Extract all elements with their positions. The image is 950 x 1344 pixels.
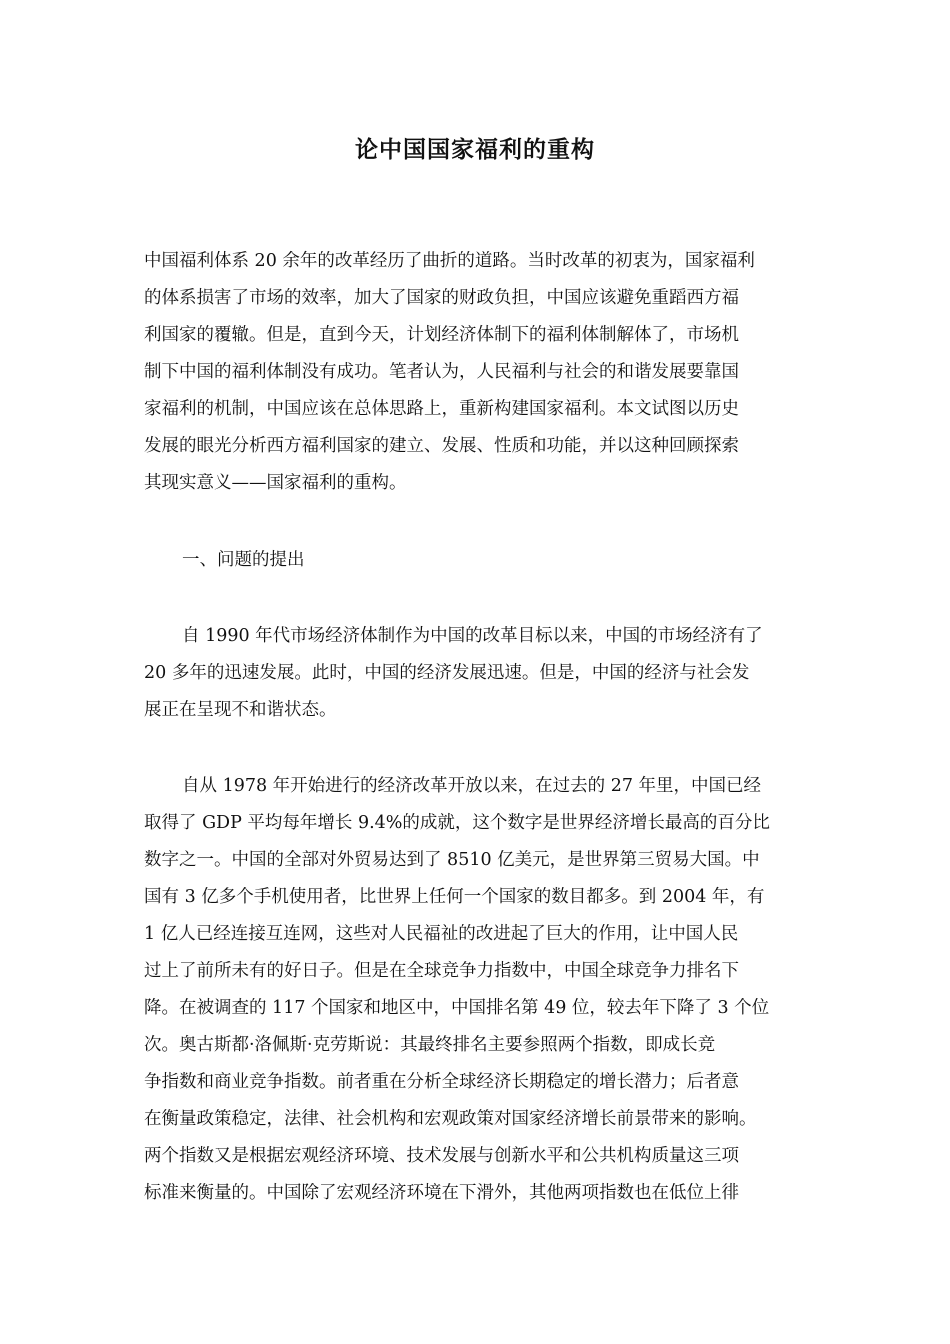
abstract-line: 制下中国的福利体制没有成功。笔者认为，人民福利与社会的和谐发展要靠国 — [144, 362, 739, 382]
paragraph-line: 过上了前所未有的好日子。但是在全球竞争力指数中，中国全球竞争力排名下 — [144, 961, 739, 981]
paragraph-line: 标准来衡量的。中国除了宏观经济环境在下滑外，其他两项指数也在低位上徘 — [144, 1183, 739, 1203]
paragraph-line: 1 亿人已经连接互连网，这些对人民福祉的改进起了巨大的作用，让中国人民 — [144, 924, 739, 944]
paragraph-line: 数字之一。中国的全部对外贸易达到了 8510 亿美元，是世界第三贸易大国。中 — [144, 850, 760, 870]
paragraph-line: 展正在呈现不和谐状态。 — [144, 700, 337, 720]
abstract-line: 的体系损害了市场的效率，加大了国家的财政负担，中国应该避免重蹈西方福 — [144, 288, 739, 308]
abstract-line: 家福利的机制，中国应该在总体思路上，重新构建国家福利。本文试图以历史 — [144, 399, 739, 419]
abstract-line: 利国家的覆辙。但是，直到今天，计划经济体制下的福利体制解体了，市场机 — [144, 325, 739, 345]
paragraph-line: 取得了 GDP 平均每年增长 9.4%的成就，这个数字是世界经济增长最高的百分比 — [144, 813, 770, 833]
paragraph-line: 自从 1978 年开始进行的经济改革开放以来，在过去的 27 年里，中国已经 — [182, 776, 762, 796]
section-heading: 一、问题的提出 — [182, 550, 305, 570]
paragraph-line: 两个指数又是根据宏观经济环境、技术发展与创新水平和公共机构质量这三项 — [144, 1146, 739, 1166]
paragraph-line: 降。在被调查的 117 个国家和地区中，中国排名第 49 位，较去年下降了 3 个位 — [144, 998, 770, 1018]
paragraph-line: 在衡量政策稳定，法律、社会机构和宏观政策对国家经济增长前景带来的影响。 — [144, 1109, 757, 1129]
abstract-line: 其现实意义——国家福利的重构。 — [144, 473, 407, 493]
paragraph-line: 自 1990 年代市场经济体制作为中国的改革目标以来，中国的市场经济有了 — [182, 626, 763, 646]
abstract-line: 发展的眼光分析西方福利国家的建立、发展、性质和功能，并以这种回顾探索 — [144, 436, 739, 456]
paragraph-line: 20 多年的迅速发展。此时，中国的经济发展迅速。但是，中国的经济与社会发 — [144, 663, 750, 683]
paragraph-line: 次。奥古斯都·洛佩斯·克劳斯说：其最终排名主要参照两个指数，即成长竞 — [144, 1035, 716, 1055]
abstract-line: 中国福利体系 20 余年的改革经历了曲折的道路。当时改革的初衷为，国家福利 — [144, 251, 755, 271]
paragraph-line: 国有 3 亿多个手机使用者，比世界上任何一个国家的数目都多。到 2004 年，有 — [144, 887, 765, 907]
page-title: 论中国国家福利的重构 — [355, 136, 595, 163]
paragraph-line: 争指数和商业竞争指数。前者重在分析全球经济长期稳定的增长潜力；后者意 — [144, 1072, 739, 1092]
